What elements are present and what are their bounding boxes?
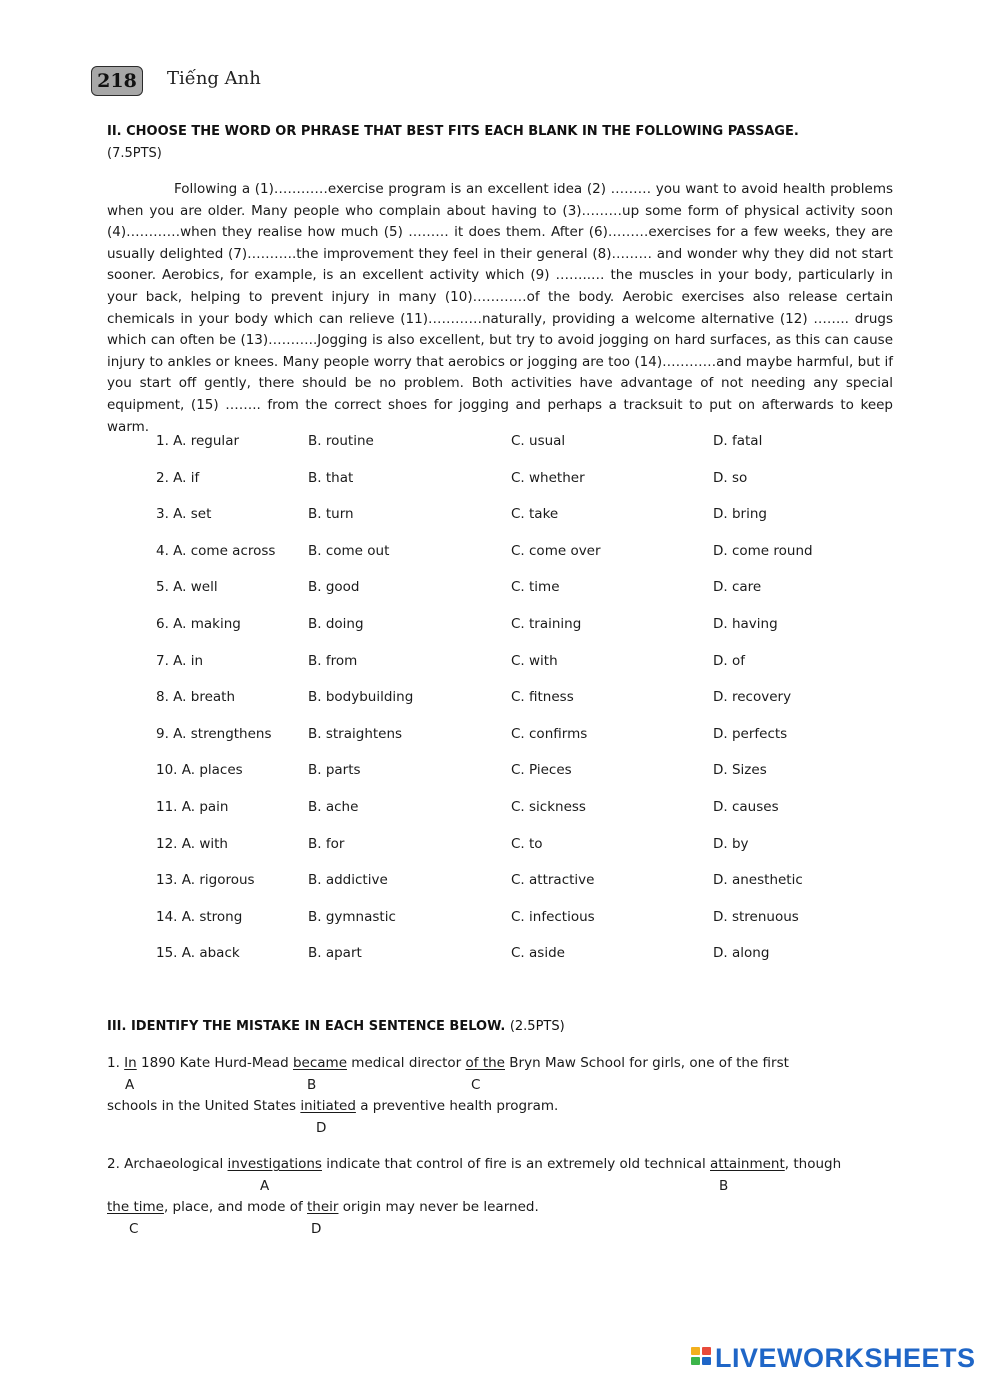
option-d[interactable]: D. fatal xyxy=(713,433,763,449)
option-a[interactable]: 3. A. set xyxy=(156,506,212,523)
option-b-underline: attainment xyxy=(710,1156,785,1172)
question-row xyxy=(0,799,999,821)
question-row xyxy=(0,689,999,711)
page-number-badge: 218 xyxy=(91,66,143,96)
option-b[interactable]: B. bodybuilding xyxy=(308,689,414,706)
option-a[interactable]: 10. A. places xyxy=(156,762,243,779)
marker-a: A xyxy=(125,1077,135,1093)
option-d[interactable]: D. come round xyxy=(713,542,813,559)
text-segment: 1890 Kate Hurd-Mead xyxy=(136,1055,293,1071)
text-segment: medical director xyxy=(347,1055,466,1071)
option-d[interactable]: D. care xyxy=(713,579,762,596)
option-b[interactable]: B. parts xyxy=(308,762,361,779)
option-d[interactable]: D. by xyxy=(713,835,749,852)
option-c[interactable]: C. Pieces xyxy=(511,762,572,779)
option-b[interactable]: B. come out xyxy=(308,542,390,559)
marker-a: A xyxy=(260,1178,270,1194)
option-d[interactable]: D. recovery xyxy=(713,689,792,706)
option-c[interactable]: C. aside xyxy=(511,945,565,962)
option-c[interactable]: C. take xyxy=(511,506,559,523)
question-row xyxy=(0,506,999,528)
option-b[interactable]: B. gymnastic xyxy=(308,908,396,925)
option-d[interactable]: D. strenuous xyxy=(713,908,799,925)
option-a[interactable]: 2. A. if xyxy=(156,469,200,486)
question-row xyxy=(0,836,999,858)
text-segment: 1. xyxy=(107,1055,125,1071)
marker-b: B xyxy=(719,1178,729,1194)
option-b[interactable]: B. routine xyxy=(308,433,374,449)
text-segment: a preventive health program. xyxy=(355,1098,559,1114)
reading-passage: Following a (1)…………exercise program is an excellent idea (2) ……… you want to avoid health problems when you are older. Many people who complain about having to (3)………up some form of physical activity soon (4)…………when they realise how much (5) ……… it does them. After (6)………exercises for a few weeks, they are usually delighted (7)………..the improvement they feel in their general (8)……… and wonder why they did not start sooner. Aerobics, for example, is an excellent activity which (9) ……..… the muscles in your body, particularly in your back, helping to prevent injury in many (10)…………of the body. Aerobic exercises also release certain chemicals in your body which can relieve (11)…………naturally, providing a welcome alternative (12) …….. drugs which can often be (13)………..Jogging is also excellent, but try to avoid jogging on hard surfaces, as this can cause injury to ankles or knees. Many people worry that aerobics or jogging are too (14)…………and maybe harmful, but if you start off gently, there should be no problem. Both activities have advantage of not needing any special equipment, (15) …….. from the correct shoes for jogging and perhaps a tracksuit to put on afterwards to keep warm. xyxy=(107,181,893,435)
option-b[interactable]: B. ache xyxy=(308,799,359,815)
option-d[interactable]: D. bring xyxy=(713,506,767,523)
question-row xyxy=(0,543,999,565)
option-c[interactable]: C. time xyxy=(511,579,560,596)
text-segment: , though xyxy=(784,1156,842,1172)
question-row xyxy=(0,726,999,748)
option-c-underline: of the xyxy=(465,1055,505,1071)
marker-d: D xyxy=(311,1221,322,1237)
option-d[interactable]: D. anesthetic xyxy=(713,872,803,889)
marker-b: B xyxy=(307,1077,317,1093)
section-2-heading: II. CHOOSE THE WORD OR PHRASE THAT BEST FITS EACH BLANK IN THE FOLLOWING PASSAGE. xyxy=(107,124,799,139)
option-b[interactable]: B. turn xyxy=(308,506,354,523)
option-c[interactable]: C. infectious xyxy=(511,908,595,925)
option-c[interactable]: C. to xyxy=(511,835,543,852)
option-b[interactable]: B. good xyxy=(308,579,360,596)
question-row xyxy=(0,579,999,601)
brand-wordmark: LIVEWORKSHEETS xyxy=(715,1342,976,1373)
question-row xyxy=(0,653,999,675)
liveworksheets-brand[interactable] xyxy=(691,1343,976,1373)
option-b[interactable]: B. addictive xyxy=(308,872,388,889)
question-row xyxy=(0,433,999,455)
question-row xyxy=(0,872,999,894)
option-c[interactable]: C. attractive xyxy=(511,872,595,889)
option-a[interactable]: 1. A. regular xyxy=(156,433,240,449)
text-segment: indicate that control of fire is an extremely old technical xyxy=(321,1156,711,1172)
option-b[interactable]: B. doing xyxy=(308,616,364,632)
option-a[interactable]: 7. A. in xyxy=(156,652,204,669)
option-b[interactable]: B. straightens xyxy=(308,725,403,742)
section-2-points: (7.5PTS) xyxy=(107,146,162,161)
question-row xyxy=(0,616,999,638)
option-d[interactable]: D. Sizes xyxy=(713,762,767,779)
option-d-underline: initiated xyxy=(300,1098,356,1114)
sentence-2-line-2 xyxy=(107,1199,539,1215)
sentence-1-line-1 xyxy=(107,1055,789,1071)
text-segment: 2. Archaeological xyxy=(107,1156,228,1172)
text-segment: , place, and mode of xyxy=(163,1199,308,1215)
option-a[interactable]: 12. A. with xyxy=(156,835,228,852)
option-b-underline: became xyxy=(292,1055,348,1071)
question-row xyxy=(0,909,999,931)
sentence-2-line-1 xyxy=(107,1156,841,1172)
question-row xyxy=(0,470,999,492)
option-d-underline: their xyxy=(307,1199,339,1215)
option-d[interactable]: D. of xyxy=(713,652,745,669)
question-row xyxy=(0,945,999,967)
option-d[interactable]: D. so xyxy=(713,469,748,486)
option-d[interactable]: D. perfects xyxy=(713,725,788,742)
text-segment: Bryn Maw School for girls, one of the first xyxy=(505,1055,789,1071)
sentence-1-line-2 xyxy=(107,1098,558,1114)
option-c-underline: the time xyxy=(107,1199,164,1215)
option-a[interactable]: 13. A. rigorous xyxy=(156,872,255,889)
option-d[interactable]: D. along xyxy=(713,945,770,962)
book-title: Tiếng Anh xyxy=(167,68,261,89)
option-b[interactable]: B. that xyxy=(308,469,354,486)
text-segment: origin may never be learned. xyxy=(338,1199,539,1215)
option-a-underline: In xyxy=(124,1055,137,1071)
text-segment: schools in the United States xyxy=(107,1098,301,1114)
option-a[interactable]: 8. A. breath xyxy=(156,689,236,706)
option-c[interactable]: C. with xyxy=(511,652,558,669)
liveworksheets-logo-icon xyxy=(691,1345,713,1371)
option-a-underline: investigations xyxy=(227,1156,322,1172)
option-c[interactable]: C. usual xyxy=(511,433,566,449)
option-c[interactable]: C. fitness xyxy=(511,689,574,706)
option-a[interactable]: 6. A. making xyxy=(156,616,241,632)
question-row xyxy=(0,762,999,784)
option-a[interactable]: 15. A. aback xyxy=(156,945,240,962)
option-c[interactable]: C. sickness xyxy=(511,799,586,815)
section-3-title: III. IDENTIFY THE MISTAKE IN EACH SENTENCE BELOW. xyxy=(107,1019,506,1034)
option-c[interactable]: C. training xyxy=(511,616,582,632)
option-a[interactable]: 9. A. strengthens xyxy=(156,725,272,742)
option-b[interactable]: B. from xyxy=(308,652,358,669)
section-3-heading xyxy=(107,1019,565,1034)
option-a[interactable]: 5. A. well xyxy=(156,579,218,596)
option-c[interactable]: C. confirms xyxy=(511,725,588,742)
option-a[interactable]: 4. A. come across xyxy=(156,542,276,559)
option-a[interactable]: 11. A. pain xyxy=(156,799,229,815)
option-d[interactable]: D. having xyxy=(713,616,778,632)
option-d[interactable]: D. causes xyxy=(713,799,779,815)
option-b[interactable]: B. for xyxy=(308,835,345,852)
option-c[interactable]: C. whether xyxy=(511,469,585,486)
section-3-points: (2.5PTS) xyxy=(509,1019,565,1034)
option-c[interactable]: C. come over xyxy=(511,542,601,559)
option-a[interactable]: 14. A. strong xyxy=(156,908,243,925)
marker-c: C xyxy=(129,1221,139,1237)
option-b[interactable]: B. apart xyxy=(308,945,362,962)
marker-c: C xyxy=(471,1077,481,1093)
marker-d: D xyxy=(316,1120,327,1136)
